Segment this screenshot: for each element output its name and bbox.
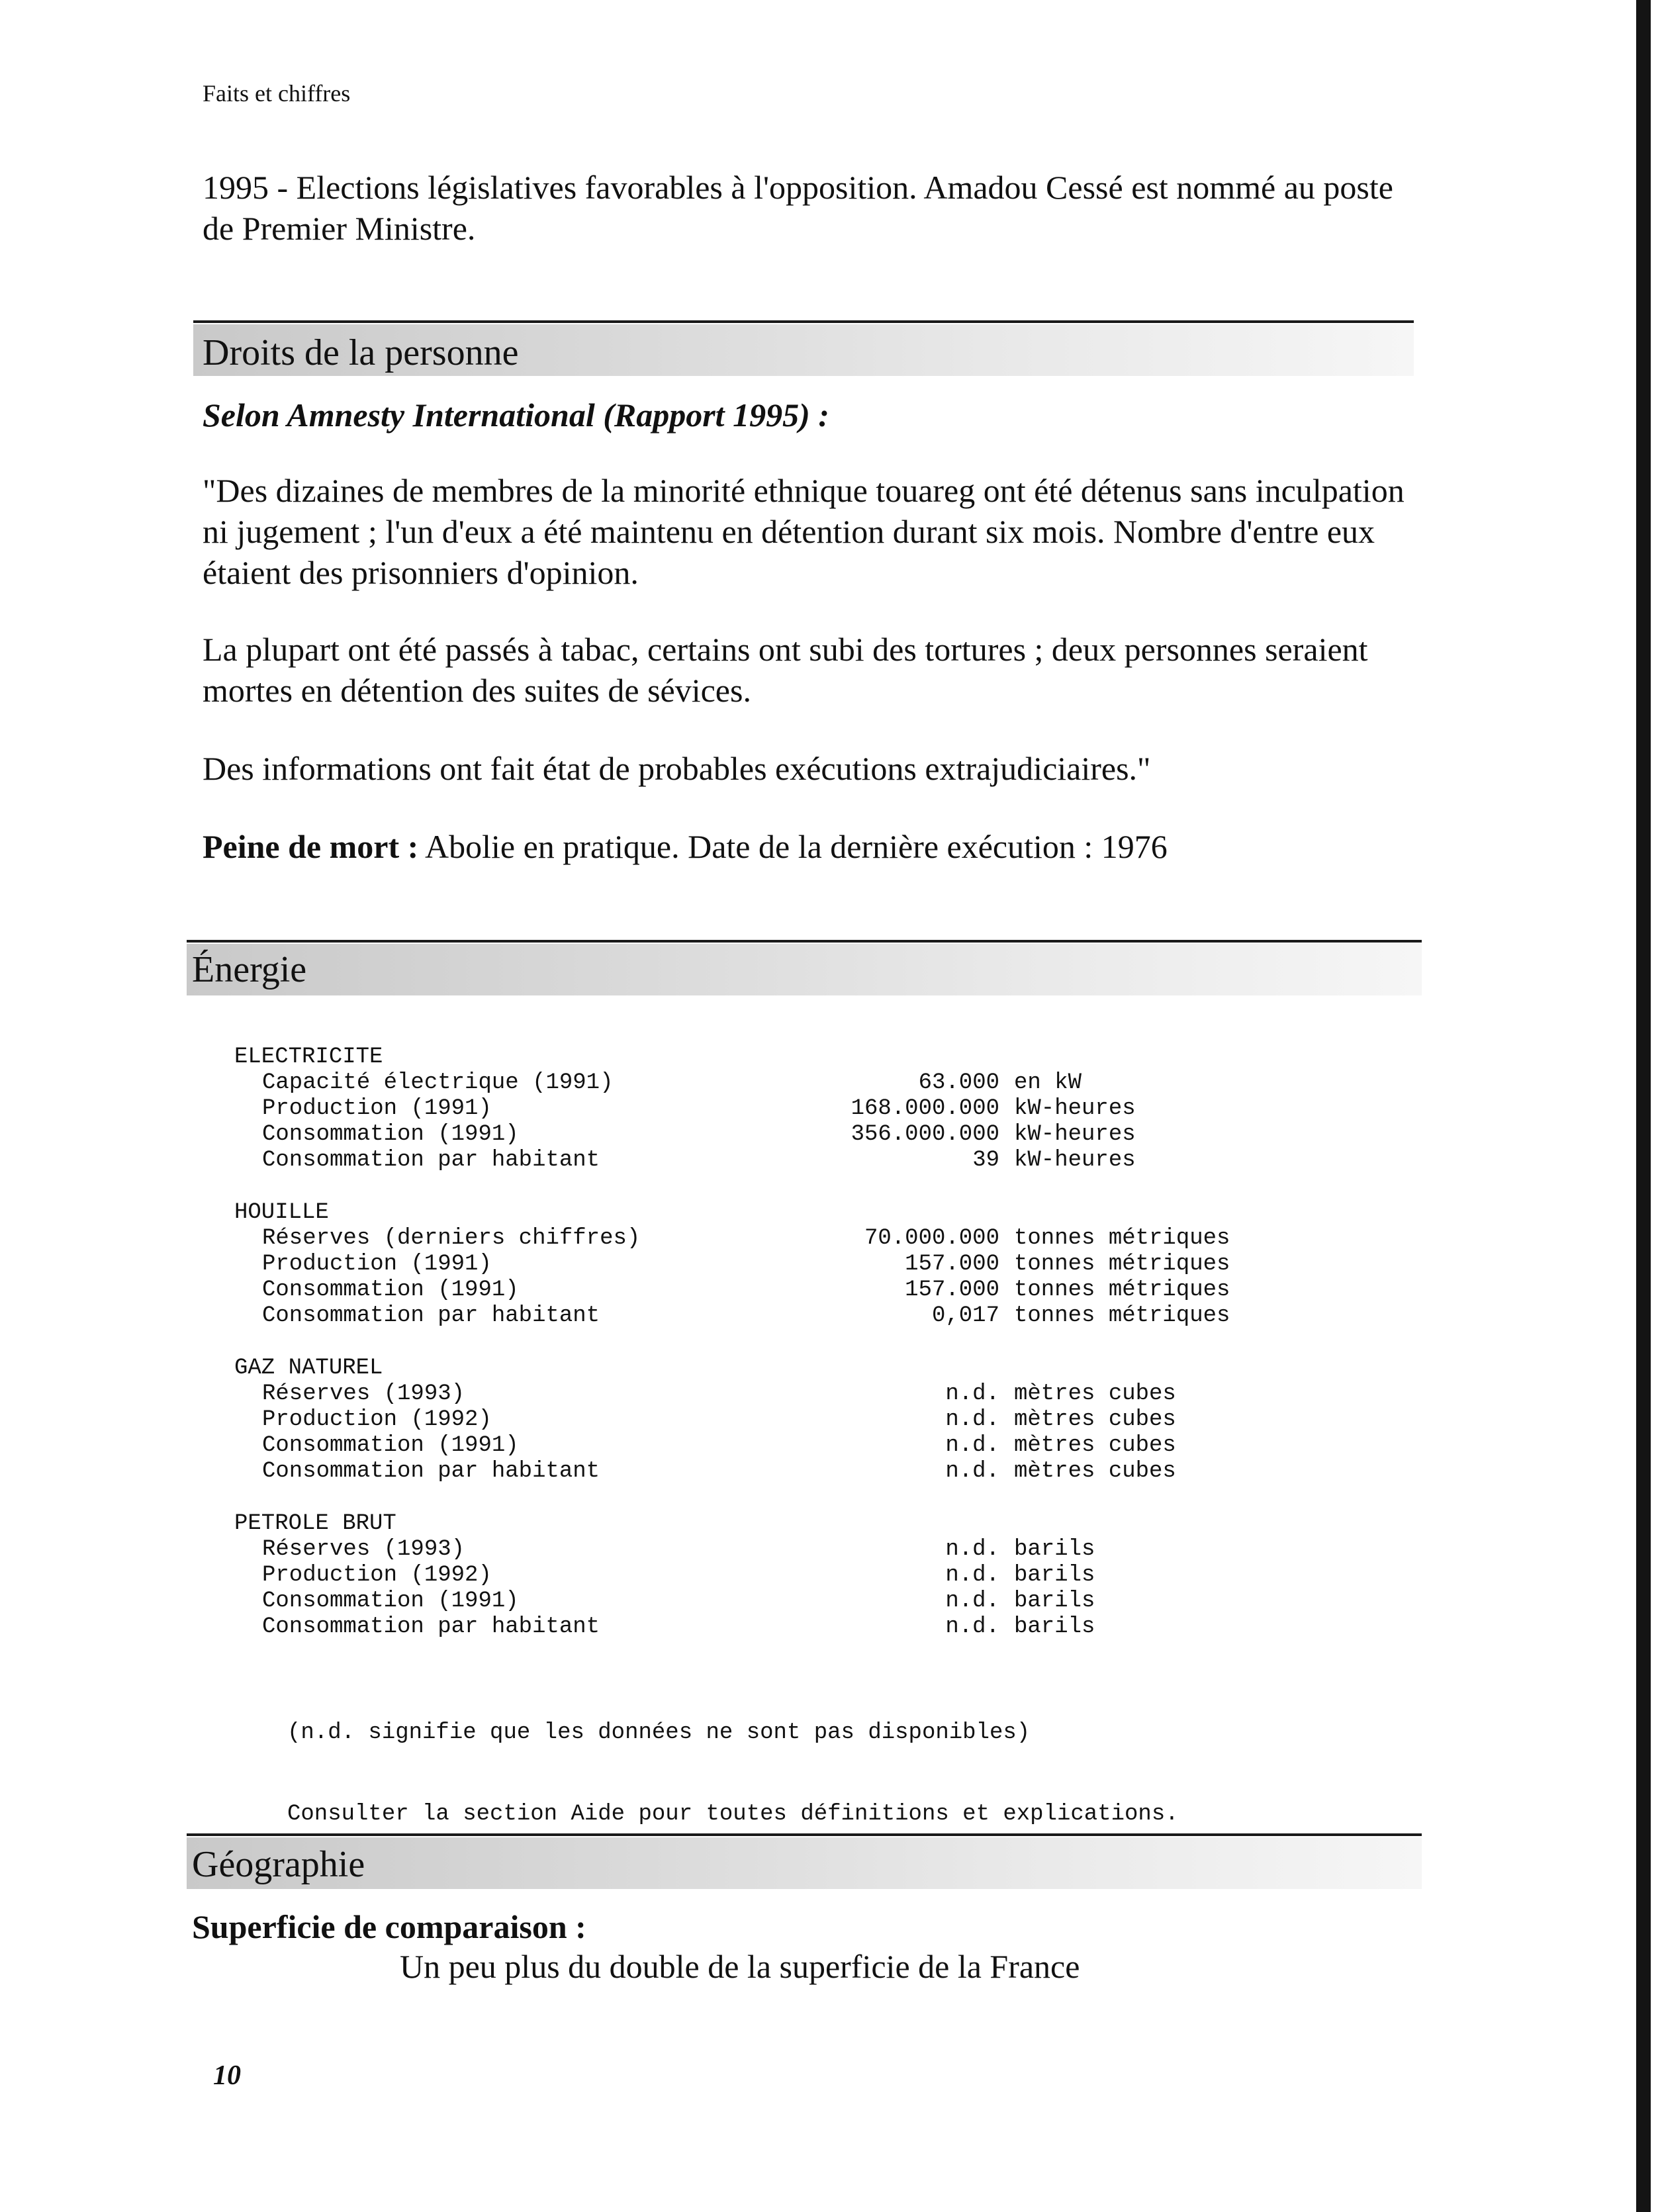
death-penalty-label: Peine de mort : <box>203 828 419 865</box>
energy-footnote <box>287 1665 1179 1855</box>
energy-row-unit: barils <box>1014 1563 1095 1588</box>
death-penalty-text: Abolie en pratique. Date de la dernière exécution : 1976 <box>418 828 1168 865</box>
section-rule-energie <box>187 940 1422 943</box>
energy-row-value: n.d. <box>945 1433 999 1458</box>
section-title-energie: Énergie <box>192 949 307 990</box>
section-rule-geographie <box>187 1833 1422 1836</box>
energy-row <box>234 1537 1230 1563</box>
energy-row <box>234 1096 1230 1122</box>
energy-row-unit: barils <box>1014 1537 1095 1562</box>
energy-group-petrole-brut <box>234 1511 1230 1640</box>
footnote-line: (n.d. signifie que les données ne sont pas disponibles) <box>287 1720 1031 1745</box>
energy-table <box>234 1044 1230 1667</box>
energy-row <box>234 1252 1230 1277</box>
energy-row-unit: en kW <box>1014 1070 1082 1095</box>
energy-row <box>234 1459 1230 1485</box>
energy-row-label: Consommation par habitant <box>262 1303 600 1328</box>
quote-paragraph-2: La plupart ont été passés à tabac, certains ont subi des tortures ; deux personnes seraient mortes en détention des suites de sévices. <box>203 631 1368 709</box>
section-title-geographie: Géographie <box>192 1844 365 1885</box>
energy-row-label: Réserves (derniers chiffres) <box>262 1226 641 1251</box>
footnote-line: Consulter la section Aide pour toutes définitions et explications. <box>287 1802 1179 1827</box>
page-edge-shadow <box>1636 0 1651 2212</box>
energy-row-label: Capacité électrique (1991) <box>262 1070 614 1095</box>
energy-row-label: Production (1992) <box>262 1563 492 1588</box>
quote-paragraph-1: "Des dizaines de membres de la minorité ethnique touareg ont été détenus sans inculpation ni jugement ; l'un d'eux a été maintenu en détention durant six mois. Nombre d'entre eux étaient des prisonniers d'opinion. <box>203 472 1405 591</box>
energy-row-value: 39 <box>972 1148 999 1173</box>
energy-row-value: n.d. <box>945 1563 999 1588</box>
energy-row <box>234 1226 1230 1252</box>
energy-row <box>234 1563 1230 1589</box>
energy-row-label: Consommation (1991) <box>262 1122 519 1147</box>
energy-row-label: Consommation (1991) <box>262 1589 519 1614</box>
energy-row-value: n.d. <box>945 1537 999 1562</box>
energy-row-unit: mètres cubes <box>1014 1459 1176 1484</box>
energy-row-label: Production (1991) <box>262 1252 492 1277</box>
page-number: 10 <box>213 2060 241 2091</box>
section-band-energie <box>187 944 1422 995</box>
energy-group-electricite <box>234 1044 1230 1174</box>
energy-row-label: Réserves (1993) <box>262 1537 465 1562</box>
energy-row-value: 0,017 <box>931 1303 999 1328</box>
energy-row-value: n.d. <box>945 1614 999 1639</box>
energy-group-heading: GAZ NATUREL <box>234 1356 383 1381</box>
energy-row-unit: barils <box>1014 1614 1095 1639</box>
energy-row-label: Consommation par habitant <box>262 1459 600 1484</box>
energy-row-label: Production (1992) <box>262 1407 492 1432</box>
energy-row-label: Réserves (1993) <box>262 1381 465 1406</box>
energy-row-value: 63.000 <box>918 1070 999 1095</box>
quote-paragraph-3: Des informations ont fait état de probables exécutions extrajudiciaires." <box>203 750 1151 787</box>
energy-row-value: 168.000.000 <box>851 1096 999 1121</box>
energy-row-value: n.d. <box>945 1589 999 1614</box>
running-header: Faits et chiffres <box>203 80 351 107</box>
comparison-text: Un peu plus du double de la superficie de la France <box>400 1948 1080 1985</box>
energy-row <box>234 1303 1230 1329</box>
energy-row-label: Consommation (1991) <box>262 1433 519 1458</box>
energy-group-heading: PETROLE BRUT <box>234 1511 396 1536</box>
energy-row-label: Consommation (1991) <box>262 1277 519 1303</box>
energy-row-unit: mètres cubes <box>1014 1381 1176 1406</box>
energy-row-unit: tonnes métriques <box>1014 1252 1230 1277</box>
energy-group-gaz-naturel <box>234 1356 1230 1485</box>
energy-row-value: n.d. <box>945 1407 999 1432</box>
energy-row-value: 356.000.000 <box>851 1122 999 1147</box>
energy-row-label: Consommation par habitant <box>262 1148 600 1173</box>
energy-row <box>234 1614 1230 1640</box>
energy-row-unit: mètres cubes <box>1014 1433 1176 1458</box>
energy-row-unit: tonnes métriques <box>1014 1277 1230 1303</box>
energy-row-value: n.d. <box>945 1381 999 1406</box>
energy-row-unit: mètres cubes <box>1014 1407 1176 1432</box>
energy-row-label: Consommation par habitant <box>262 1614 600 1639</box>
energy-row-unit: kW-heures <box>1014 1122 1136 1147</box>
energy-row-label: Production (1991) <box>262 1096 492 1121</box>
energy-group-heading: HOUILLE <box>234 1200 329 1225</box>
amnesty-source: Selon Amnesty International (Rapport 1995) : <box>203 396 829 434</box>
intro-paragraph: 1995 - Elections législatives favorables à l'opposition. Amadou Cessé est nommé au poste de Premier Ministre. <box>203 169 1393 247</box>
energy-row <box>234 1070 1230 1096</box>
energy-row <box>234 1407 1230 1433</box>
energy-row-unit: barils <box>1014 1589 1095 1614</box>
energy-row-value: 70.000.000 <box>864 1226 999 1251</box>
energy-row <box>234 1148 1230 1174</box>
death-penalty-line <box>203 826 1414 867</box>
energy-row-unit: kW-heures <box>1014 1096 1136 1121</box>
energy-row <box>234 1381 1230 1407</box>
energy-row <box>234 1277 1230 1303</box>
section-rule-droits <box>193 320 1414 323</box>
section-band-geographie <box>187 1837 1422 1889</box>
energy-row-unit: tonnes métriques <box>1014 1226 1230 1251</box>
energy-row-value: 157.000 <box>905 1277 999 1303</box>
section-title-droits: Droits de la personne <box>203 332 519 373</box>
energy-row-unit: kW-heures <box>1014 1148 1136 1173</box>
energy-row-unit: tonnes métriques <box>1014 1303 1230 1328</box>
energy-group-houille <box>234 1200 1230 1329</box>
energy-row <box>234 1122 1230 1148</box>
energy-row-value: 157.000 <box>905 1252 999 1277</box>
energy-row <box>234 1589 1230 1614</box>
energy-group-heading: ELECTRICITE <box>234 1044 383 1070</box>
energy-row <box>234 1433 1230 1459</box>
energy-row-value: n.d. <box>945 1459 999 1484</box>
comparison-label: Superficie de comparaison : <box>192 1908 586 1945</box>
